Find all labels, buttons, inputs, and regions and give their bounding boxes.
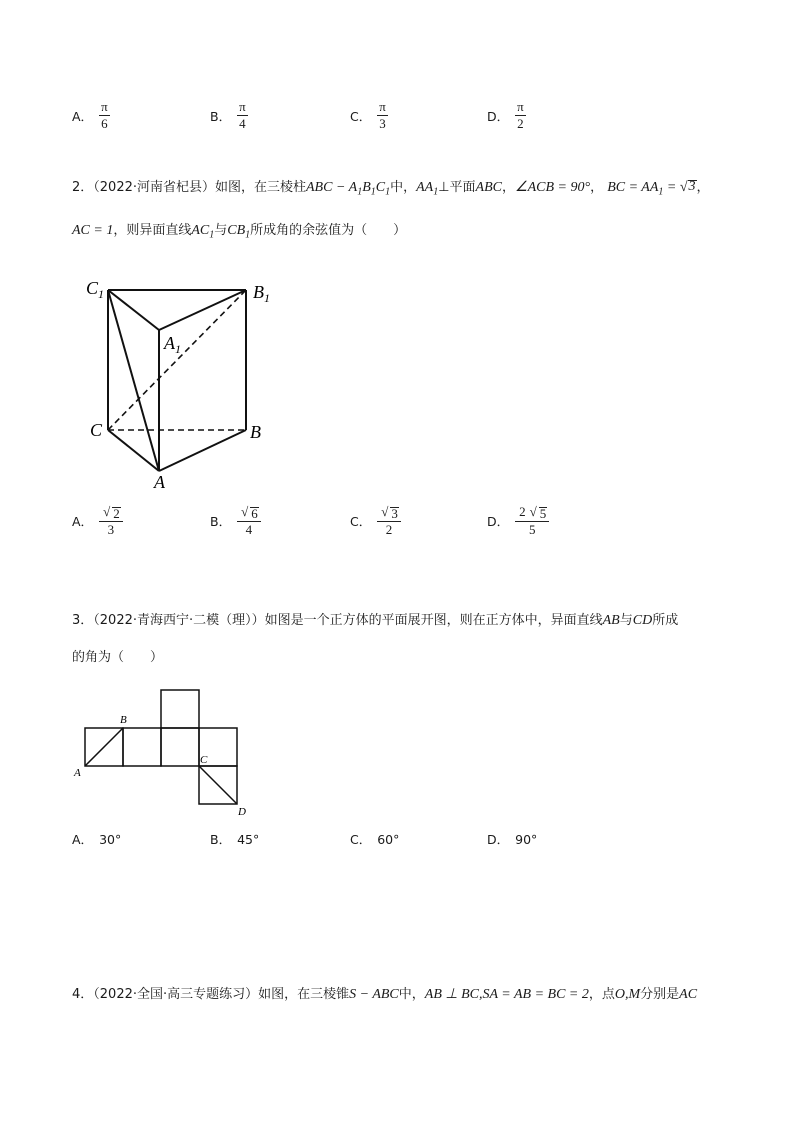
label-c1: $C_1$ [86, 278, 105, 301]
q3-option-a [72, 830, 121, 848]
label-a1: $A_1$ [164, 333, 181, 356]
edge-a1b1 [159, 290, 246, 330]
segment-ac1 [108, 290, 159, 471]
q3-text: 3．（2022·青海西宁·二模（理））如图是一个正方体的平面展开图，则在正方体中，异面直线 [72, 613, 603, 628]
subscript: 1 [385, 186, 391, 198]
radicand: 3 [391, 506, 398, 521]
net-square-3 [161, 728, 199, 766]
q4-pyramid: S − ABC [349, 987, 399, 1002]
fraction [377, 100, 388, 131]
q2-ac1: AC [191, 223, 210, 238]
fraction: √ 3 2 [377, 505, 401, 537]
subscript: 1 [209, 229, 215, 241]
q4-text: ，点 [588, 987, 615, 1002]
q2-line-1: 2．（2022·河南省杞县）如图，在三棱柱ABC − $A_1B_1C_1$中，$AA_1\perp$平面ABC，∠ACB = 90°， BC = $AA_1$ = √ 3 ， [72, 179, 710, 198]
q4-text: 4．（2022·全国·高三专题练习）如图，在三棱锥 [72, 987, 350, 1002]
option-label: D． [487, 514, 510, 529]
q2-text: ⊥平面 [438, 180, 476, 195]
q2-bc: BC = AA [607, 180, 659, 195]
subscript: 1 [245, 229, 251, 241]
q2-angle: ∠ACB = 90° [515, 180, 591, 195]
option-label: A． [72, 514, 94, 529]
q4-condition: AB ⊥ BC,SA = AB = BC = 2 [424, 987, 589, 1002]
q2-text: ， [696, 180, 710, 195]
radicand: 2 [113, 506, 120, 521]
fraction: √ 6 4 [237, 505, 261, 537]
q3-option-b [210, 830, 259, 848]
option-label: A． [72, 108, 94, 124]
numerator: π [101, 99, 108, 114]
option-label: D． [487, 832, 510, 847]
fraction: √ 2 3 [99, 505, 123, 537]
segment-ab [85, 728, 123, 766]
option-label: C． [350, 832, 372, 847]
q1-option-b [210, 100, 248, 131]
q2-prism: ABC − A [306, 180, 358, 195]
q4-text: 分别是 [640, 987, 680, 1002]
q2-cb1: CB [227, 223, 246, 238]
q4-ac: AC [679, 987, 698, 1002]
segment-cd [199, 766, 237, 804]
q3-text: 所成 [652, 613, 679, 628]
subscript: 1 [433, 186, 439, 198]
denominator: 3 [379, 116, 386, 131]
option-label: C． [350, 514, 372, 529]
numerator: π [379, 99, 386, 114]
option-value: 30° [99, 831, 122, 847]
option-label: D． [487, 108, 510, 124]
fraction [237, 100, 248, 131]
subscript: 1 [658, 186, 664, 198]
label-a: A [74, 767, 81, 779]
net-square-2 [123, 728, 161, 766]
option-label: B． [210, 108, 232, 124]
radicand: 6 [251, 506, 258, 521]
denominator: 3 [107, 522, 115, 537]
q4-line-1 [72, 985, 697, 1005]
q1-option-d [487, 100, 526, 131]
q2-text: ， [502, 180, 516, 195]
option-label: B． [210, 514, 232, 529]
option-label: C． [350, 108, 372, 124]
label-a: A [154, 472, 165, 492]
q4-points: O,M [614, 987, 641, 1002]
q2-text: 2．（2022·河南省杞县）如图，在三棱柱 [72, 180, 306, 195]
q1-option-a [72, 100, 110, 131]
q3-cd: CD [632, 613, 653, 628]
q2-prism-c: C [375, 180, 386, 195]
label-c: C [200, 754, 208, 766]
q2-aa1: AA [416, 180, 434, 195]
option-value: 45° [237, 831, 260, 847]
q3-line-2: 的角为（ ） [72, 650, 164, 665]
radicand: 5 [539, 506, 547, 521]
q2-text: ，则异面直线 [113, 223, 192, 238]
q3-line-1 [72, 611, 678, 631]
q2-line-2 [72, 221, 406, 246]
q2-ac: AC = 1 [72, 223, 114, 238]
subscript: 1 [357, 186, 363, 198]
subscript: 1 [370, 186, 376, 198]
q3-ab: AB [602, 613, 620, 628]
edge-ab [159, 430, 246, 471]
edge-ca [108, 430, 159, 471]
denominator: 5 [528, 522, 536, 537]
numerator: π [239, 99, 246, 114]
q3-option-d [487, 830, 537, 848]
denominator: 4 [239, 116, 246, 131]
option-value: 60° [377, 831, 400, 847]
q3-text: 与 [619, 613, 633, 628]
radicand: 3 [688, 179, 696, 194]
q2-option-b [210, 505, 261, 537]
option-label: A． [72, 832, 94, 847]
denominator: 6 [101, 116, 108, 131]
q2-option-a [72, 505, 123, 537]
q3-option-c [350, 830, 399, 848]
q2-option-d [487, 505, 549, 537]
q3-cube-net-figure [70, 685, 260, 820]
q2-text: 所成角的余弦值为（ ） [250, 223, 407, 238]
sqrt: √ 3 [679, 179, 696, 195]
numerator: π [517, 99, 524, 114]
fraction [99, 100, 110, 131]
coefficient: 2 [519, 504, 526, 519]
option-label: B． [210, 832, 232, 847]
denominator: 2 [385, 522, 393, 537]
q2-plane: ABC [475, 180, 502, 195]
label-b: B [120, 714, 127, 726]
option-value: 90° [515, 831, 538, 847]
label-d: D [238, 806, 246, 818]
q1-option-c [350, 100, 388, 131]
q2-prism-figure [80, 270, 290, 495]
label-b: B [250, 422, 261, 442]
denominator: 4 [245, 522, 253, 537]
q4-text: 中， [398, 987, 425, 1002]
edge-c1a1 [108, 290, 159, 330]
q2-text: ， [590, 180, 604, 195]
label-c: C [90, 420, 103, 440]
q2-prism-b: B [362, 180, 371, 195]
q2-text: 中， [390, 180, 417, 195]
net-square-top [161, 690, 199, 728]
fraction: 2 √ 5 5 [515, 505, 549, 537]
fraction [515, 100, 526, 131]
q2-option-c [350, 505, 401, 537]
q2-text: 与 [214, 223, 228, 238]
label-b1: $B_1$ [253, 282, 270, 305]
denominator: 2 [517, 116, 524, 131]
